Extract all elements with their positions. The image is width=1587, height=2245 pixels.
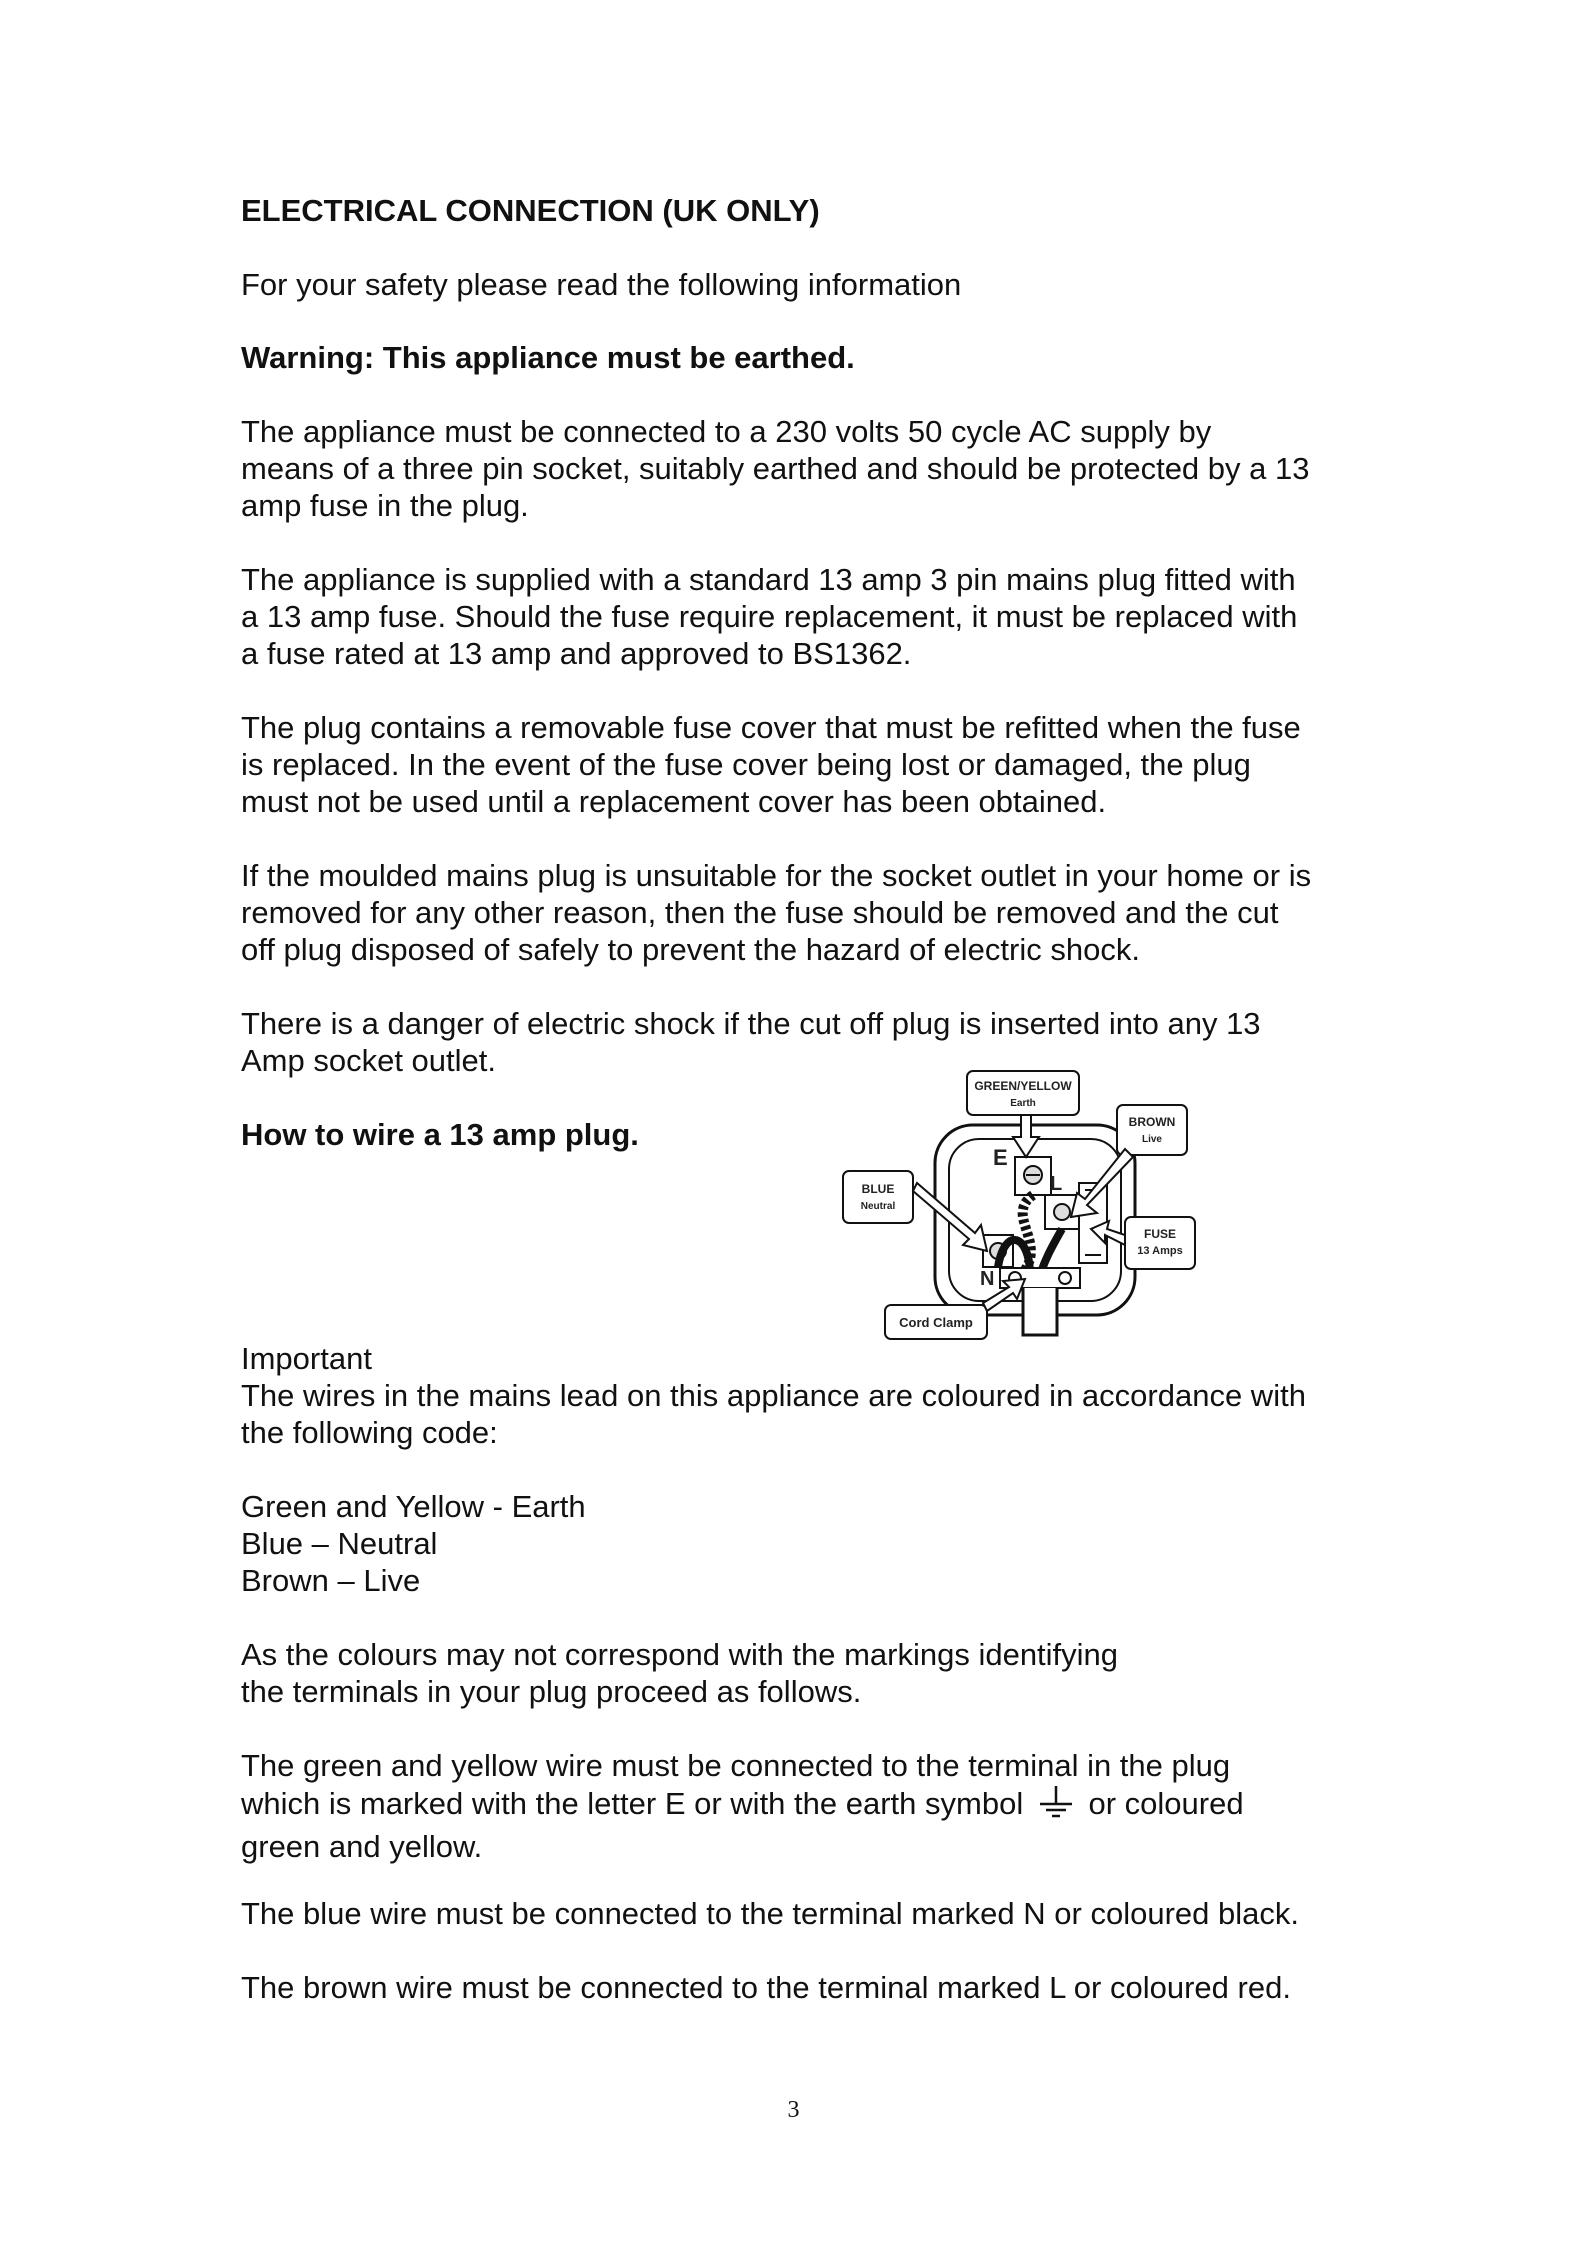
paragraph-line: The appliance is supplied with a standard 13 amp 3 pin mains plug fitted with xyxy=(241,562,1296,597)
paragraph-line: must not be used until a replacement cover has been obtained. xyxy=(241,784,1107,819)
fuse-label: FUSE xyxy=(1143,1227,1177,1241)
earth-instruction-text: or coloured xyxy=(1088,1786,1244,1822)
note-paragraph xyxy=(241,1636,1371,1710)
paragraph-line: The appliance must be connected to a 230 volts 50 cycle AC supply by xyxy=(241,414,1212,449)
blue-instruction: The blue wire must be connected to the terminal marked N or coloured black. xyxy=(241,1896,1299,1931)
page-title: ELECTRICAL CONNECTION (UK ONLY) xyxy=(241,193,820,228)
important-section xyxy=(241,1340,1371,1451)
note-line: As the colours may not correspond with the markings identifying xyxy=(241,1637,1119,1672)
cord-clamp-label: Cord Clamp xyxy=(899,1315,973,1330)
brown-instruction: The brown wire must be connected to the terminal marked L or coloured red. xyxy=(241,1970,1291,2005)
color-code-item: Brown – Live xyxy=(241,1563,421,1598)
terminal-n-label: N xyxy=(980,1268,995,1290)
earth-instruction-text: which is marked with the letter E or with the earth symbol xyxy=(241,1786,1024,1822)
earth-instruction-line xyxy=(241,1784,1371,1828)
color-code-list xyxy=(241,1488,1371,1599)
earth-ground-icon xyxy=(1036,1784,1076,1828)
earth-instruction-line: green and yellow. xyxy=(241,1829,483,1864)
paragraph-line: Amp socket outlet. xyxy=(241,1043,497,1078)
paragraph-fuse-cover xyxy=(241,709,1371,820)
neutral-sub-label: Neutral xyxy=(860,1201,896,1212)
earth-sub-label: Earth xyxy=(1010,1098,1036,1109)
important-line: the following code: xyxy=(241,1415,498,1450)
terminal-e-label: E xyxy=(993,1145,1008,1170)
color-code-item: Blue – Neutral xyxy=(241,1526,438,1561)
fuse-sub-label: 13 Amps xyxy=(1137,1245,1183,1257)
earth-label: GREEN/YELLOW xyxy=(974,1079,1072,1093)
warning-text: Warning: This appliance must be earthed. xyxy=(241,340,855,375)
paragraph-moulded-plug xyxy=(241,857,1371,968)
paragraph-line: off plug disposed of safely to prevent the hazard of electric shock. xyxy=(241,932,1140,967)
paragraph-line: a 13 amp fuse. Should the fuse require replacement, it must be replaced with xyxy=(241,599,1298,634)
earth-instruction xyxy=(241,1747,1371,1865)
plug-wiring-diagram xyxy=(835,1065,1205,1355)
paragraph-supply xyxy=(241,413,1371,524)
paragraph-line: means of a three pin socket, suitably earthed and should be protected by a 13 xyxy=(241,451,1310,486)
paragraph-line: There is a danger of electric shock if the cut off plug is inserted into any 13 xyxy=(241,1006,1261,1041)
live-label: BROWN xyxy=(1128,1115,1176,1129)
live-sub-label: Live xyxy=(1141,1134,1163,1145)
wiring-heading: How to wire a 13 amp plug. xyxy=(241,1117,639,1152)
note-line: the terminals in your plug proceed as follows. xyxy=(241,1674,862,1709)
important-line: The wires in the mains lead on this appliance are coloured in accordance with xyxy=(241,1378,1306,1413)
terminal-l-label: L xyxy=(1050,1173,1063,1195)
intro-text: For your safety please read the following information xyxy=(241,267,962,302)
important-heading: Important xyxy=(241,1341,372,1376)
neutral-label: BLUE xyxy=(861,1182,895,1196)
earth-instruction-line: The green and yellow wire must be connected to the terminal in the plug xyxy=(241,1748,1231,1783)
paragraph-line: removed for any other reason, then the fuse should be removed and the cut xyxy=(241,895,1279,930)
color-code-item: Green and Yellow - Earth xyxy=(241,1489,586,1524)
paragraph-line: amp fuse in the plug. xyxy=(241,488,529,523)
paragraph-line: a fuse rated at 13 amp and approved to BS1362. xyxy=(241,636,912,671)
paragraph-fuse xyxy=(241,561,1371,672)
paragraph-line: is replaced. In the event of the fuse cover being lost or damaged, the plug xyxy=(241,747,1251,782)
page-number: 3 xyxy=(787,2097,800,2123)
mains-cable xyxy=(1023,1288,1057,1335)
paragraph-line: If the moulded mains plug is unsuitable for the socket outlet in your home or is xyxy=(241,858,1312,893)
paragraph-line: The plug contains a removable fuse cover that must be refitted when the fuse xyxy=(241,710,1301,745)
